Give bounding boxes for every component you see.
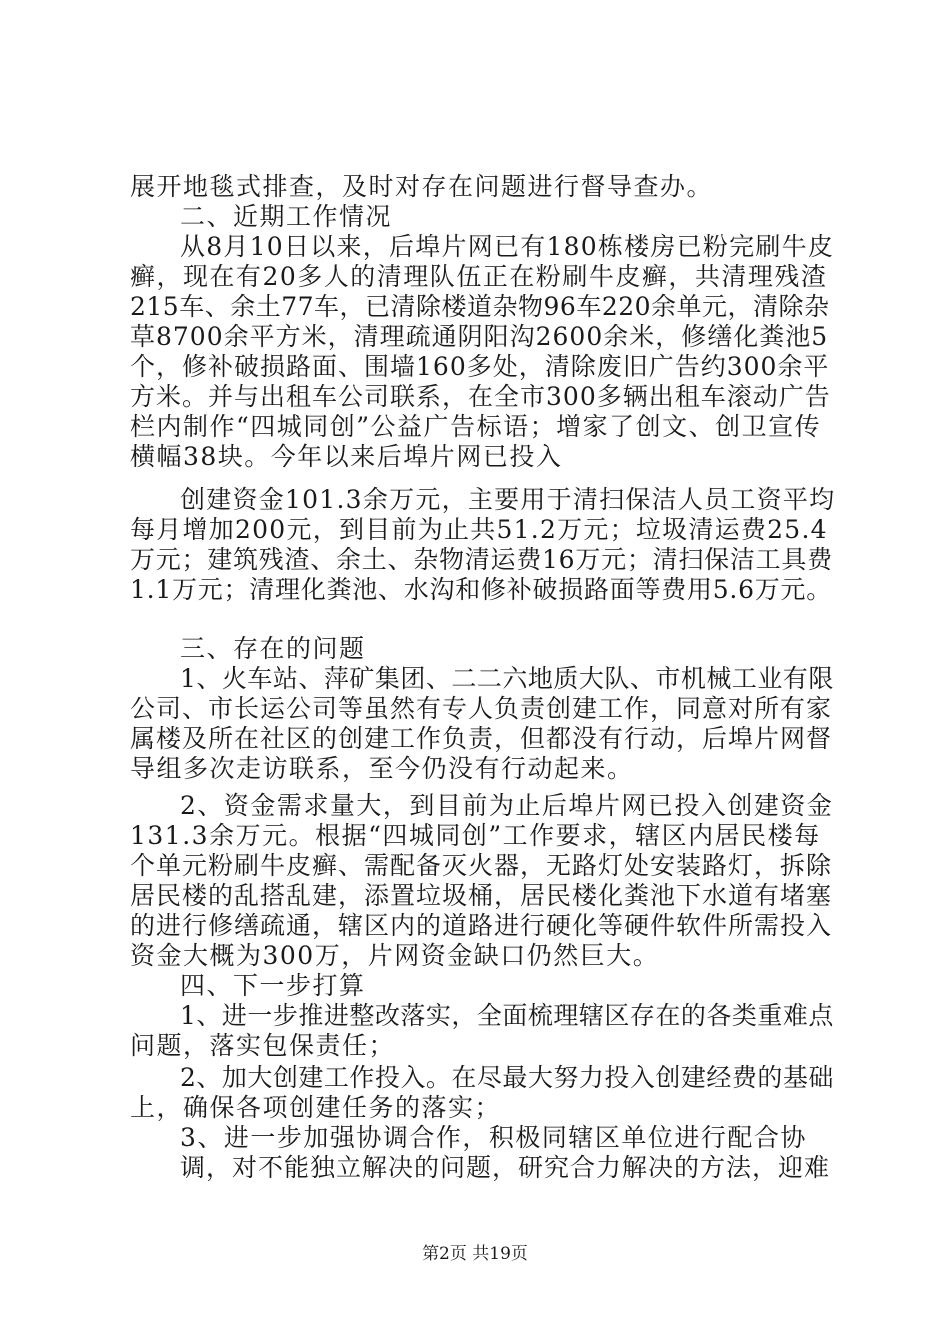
text-line: 1、火车站、萍矿集团、二二六地质大队、市机械工业有限 [180,664,834,693]
text-line: 方米。并与出租车公司联系，在全市300多辆出租车滚动广告 [130,382,831,411]
text-line: 问题，落实包保责任； [130,1031,396,1060]
section-heading: 二、近期工作情况 [180,202,393,231]
text-line: 导组多次走访联系，至今仍没有行动起来。 [130,754,634,783]
section-heading: 四、下一步打算 [180,971,366,1000]
text-line: 居民楼的乱搭乱建，添置垃圾桶，居民楼化粪池下水道有堵塞 [130,881,833,910]
text-line: 栏内制作“四城同创”公益广告标语；增家了创文、创卫宣传 [130,412,822,441]
text-line: 创建资金101.3余万元，主要用于清扫保洁人员工资平均 [180,485,836,514]
text-line: 1.1万元；清理化粪池、水沟和修补破损路面等费用5.6万元。 [130,575,833,604]
text-line: 2、资金需求量大，到目前为止后埠片网已投入创建资金 [180,791,834,820]
text-line: 1、进一步推进整改落实，全面梳理辖区存在的各类重难点 [180,1001,834,1030]
text-line: 调，对不能独立解决的问题，研究合力解决的方法，迎难 [180,1153,831,1182]
text-line: 个，修补破损路面、围墙160多处，清除废旧广告约300余平 [130,352,830,381]
text-line: 的进行修缮疏通，辖区内的道路进行硬化等硬件软件所需投入 [130,911,833,940]
text-line: 2、加大创建工作投入。在尽最大努力投入创建经费的基础 [180,1063,834,1092]
text-line: 公司、市长运公司等虽然有专人负责创建工作，同意对所有家 [130,694,833,723]
text-line: 上，确保各项创建任务的落实； [130,1093,502,1122]
text-line: 从8月10日以来，后埠片网已有180栋楼房已粉完刷牛皮 [180,232,835,261]
text-line: 万元；建筑残渣、余土、杂物清运费16万元；清扫保洁工具费 [130,545,833,574]
text-line: 属楼及所在社区的创建工作负责，但都没有行动，后埠片网督 [130,724,833,753]
text-line: 3、进一步加强协调合作，积极同辖区单位进行配合协 [180,1123,807,1152]
text-line: 横幅38块。今年以来后埠片网已投入 [130,442,563,471]
text-line: 草8700余平方米，清理疏通阴阳沟2600余米，修缮化粪池5 [130,322,829,351]
text-line: 个单元粉刷牛皮癣、需配备灭火器，无路灯处安装路灯，拆除 [130,851,833,880]
text-line: 资金大概为300万，片网资金缺口仍然巨大。 [130,941,660,970]
text-line: 215车、余土77车，已清除楼道杂物96车220余单元，清除杂 [130,292,830,321]
page-number: 第2页 共19页 [422,1244,528,1264]
text-line: 展开地毯式排查，及时对存在问题进行督导查办。 [130,172,714,201]
text-line: 癣，现在有20多人的清理队伍正在粉刷牛皮癣，共清理残渣 [130,262,828,291]
text-line: 131.3余万元。根据“四城同创”工作要求，辖区内居民楼每 [130,821,821,850]
text-line: 每月增加200元，到目前为止共51.2万元；垃圾清运费25.4 [130,515,828,544]
section-heading: 三、存在的问题 [180,634,366,663]
